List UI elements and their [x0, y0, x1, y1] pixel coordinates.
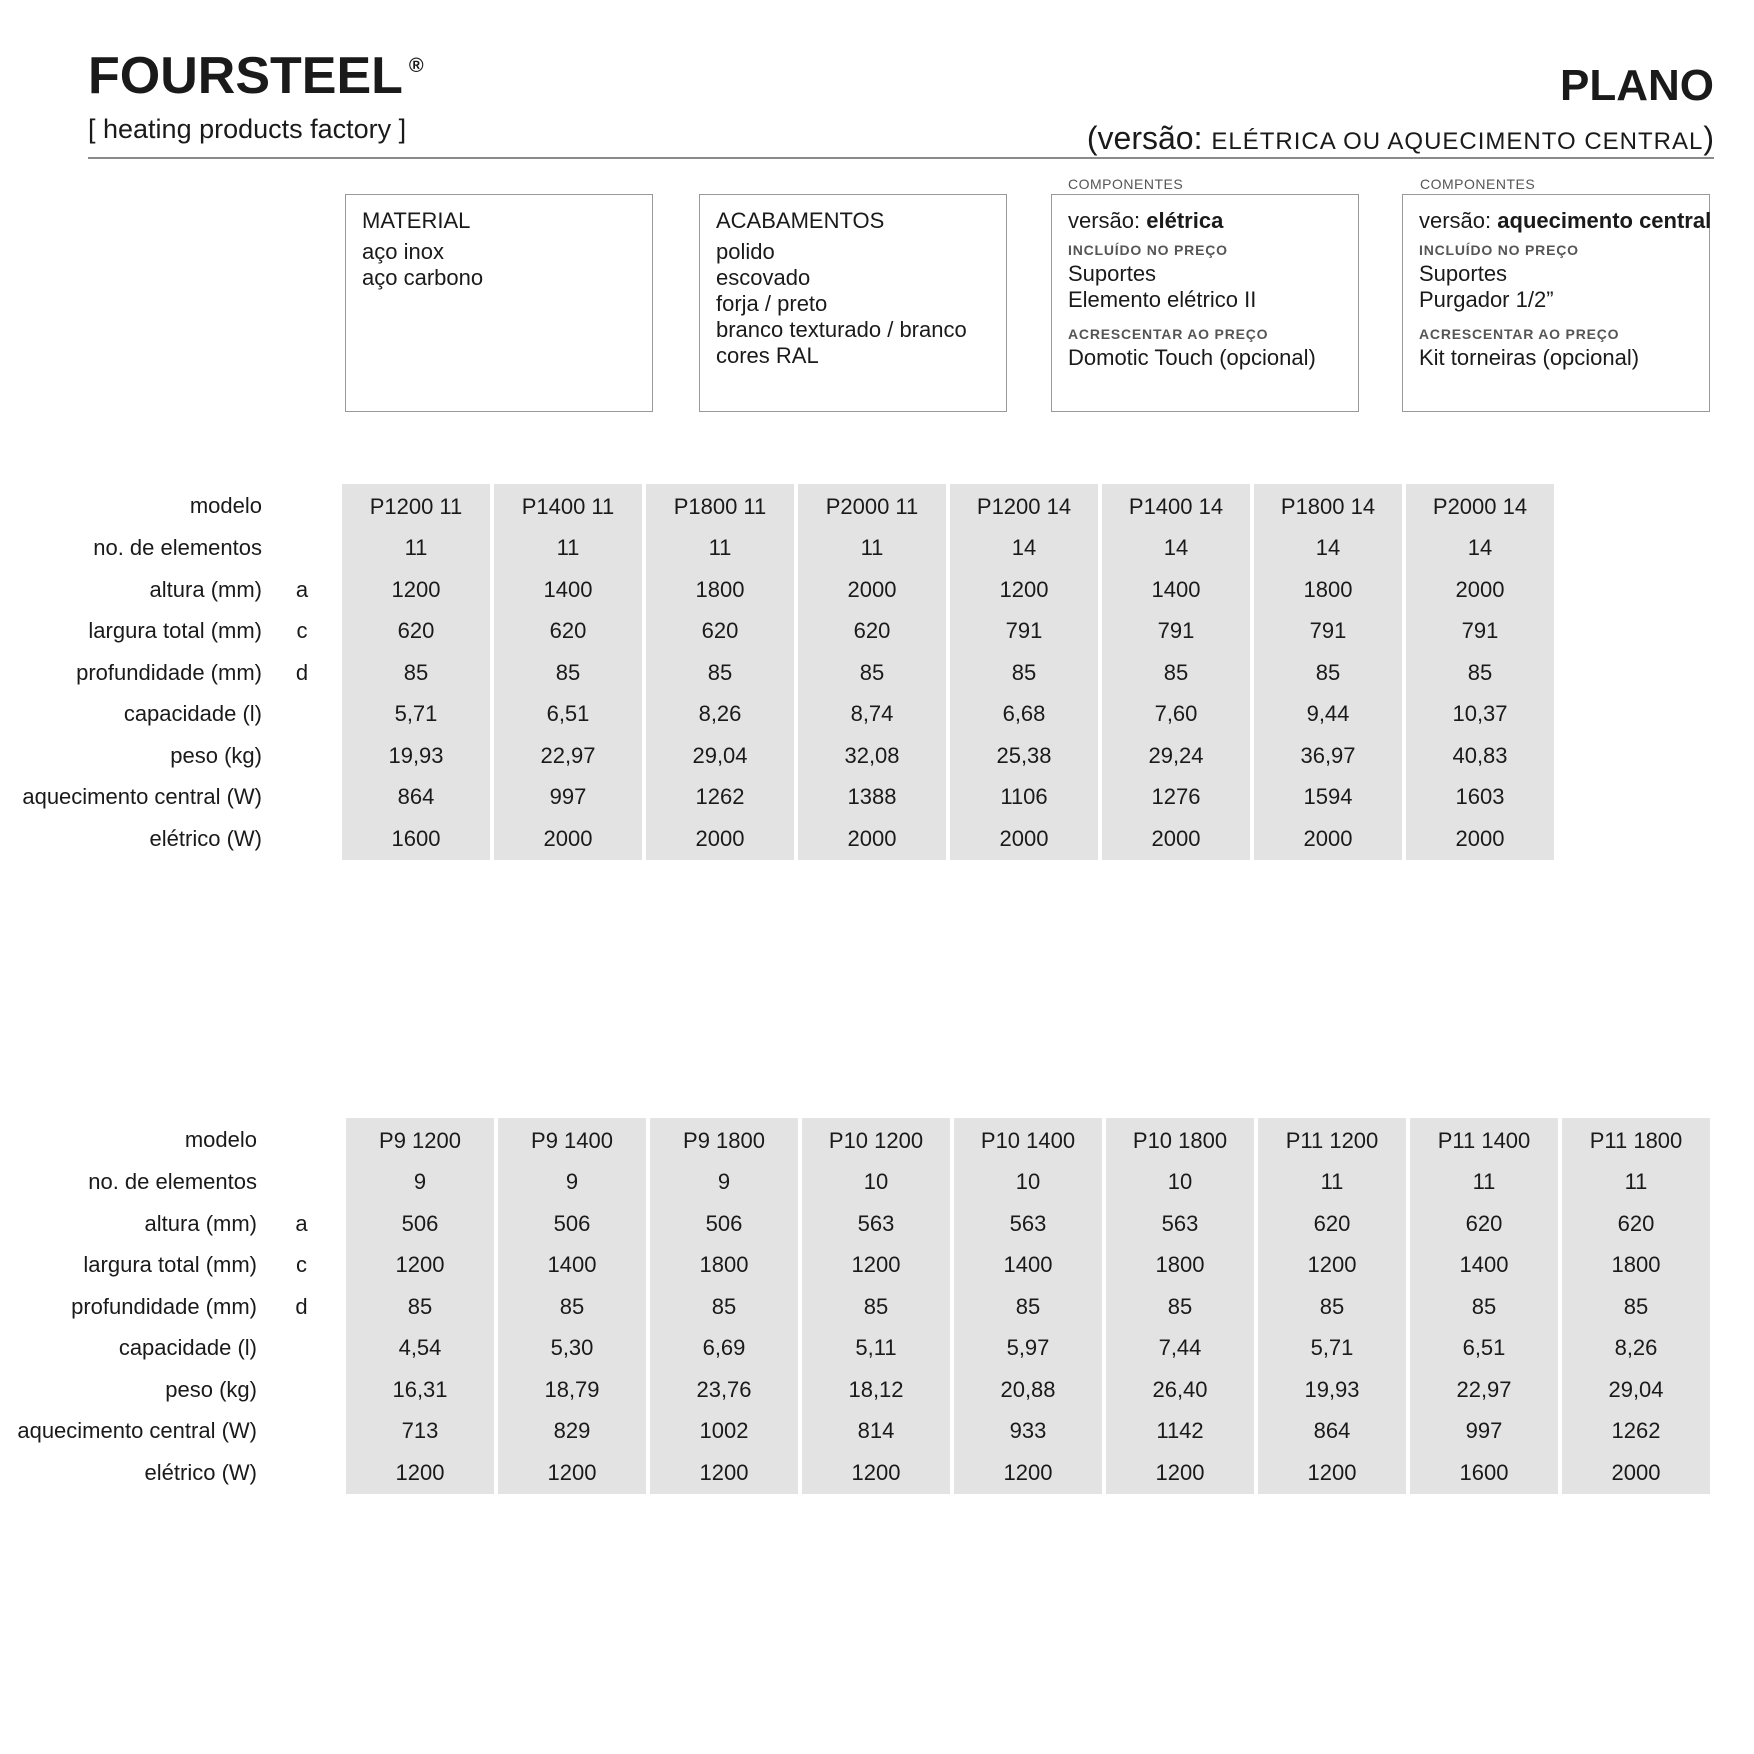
spec-value-cell: 997: [1410, 1411, 1562, 1453]
spec-value-cell: 1200: [950, 569, 1102, 611]
finish-item: branco texturado / branco: [716, 317, 967, 342]
spec-row: [0, 1452, 1710, 1494]
product-version: [1087, 122, 1714, 154]
spec-value-cell: 1800: [650, 1245, 802, 1287]
brand-tagline: [ heating products factory ]: [88, 114, 407, 144]
dimension-letter: [262, 484, 342, 528]
spec-value-cell: 1106: [950, 777, 1102, 819]
model-name-cell: P11 1800: [1562, 1118, 1710, 1162]
electric-title-version: elétrica: [1146, 208, 1224, 233]
spec-value-cell: 506: [650, 1203, 802, 1245]
spec-value-cell: 18,79: [498, 1369, 650, 1411]
finishes-box: [699, 194, 1007, 412]
spec-value-cell: 85: [1562, 1286, 1710, 1328]
spec-value-cell: 85: [1258, 1286, 1410, 1328]
spec-value-cell: 32,08: [798, 735, 950, 777]
material-box: [345, 194, 653, 412]
spec-value-cell: 1200: [346, 1452, 498, 1494]
spec-value-cell: 791: [1406, 611, 1554, 653]
central-included-item: Purgador 1/2”: [1419, 287, 1554, 312]
dimension-letter: a: [295, 1210, 308, 1236]
spec-row: [0, 1328, 1710, 1370]
model-name-cell: P9 1800: [650, 1118, 802, 1162]
spec-value-cell: 18,12: [802, 1369, 954, 1411]
spec-value-cell: 1142: [1106, 1411, 1258, 1453]
spec-value-cell: 2000: [1406, 818, 1554, 860]
spec-value-cell: 11: [1258, 1162, 1410, 1204]
version-open: (versão:: [1086, 120, 1212, 156]
spec-value-cell: 25,38: [950, 735, 1102, 777]
product-title: PLANO: [1560, 61, 1714, 110]
dimension-letter: [262, 735, 342, 777]
finish-item: cores RAL: [716, 343, 819, 368]
spec-value-cell: 1200: [954, 1452, 1106, 1494]
spec-value-cell: 85: [1410, 1286, 1562, 1328]
row-label: aquecimento central (W): [17, 1418, 257, 1444]
spec-row: [0, 1245, 1710, 1287]
material-title: MATERIAL: [362, 208, 471, 233]
model-name-cell: P10 1400: [954, 1118, 1106, 1162]
model-name-cell: P9 1200: [346, 1118, 498, 1162]
spec-value-cell: 5,71: [342, 694, 494, 736]
spec-row: [0, 652, 1554, 694]
version-options: ELÉTRICA OU AQUECIMENTO CENTRAL: [1211, 128, 1704, 155]
spec-value-cell: 10: [802, 1162, 954, 1204]
dimension-letter: d: [295, 1293, 308, 1319]
spec-value-cell: 997: [494, 777, 646, 819]
row-label: largura total (mm): [83, 1252, 257, 1278]
model-name-cell: P1800 14: [1254, 484, 1406, 528]
spec-value-cell: 864: [1258, 1411, 1410, 1453]
spec-value-cell: 620: [494, 611, 646, 653]
dimension-letter: [262, 528, 342, 570]
spec-row: [0, 1286, 1710, 1328]
spec-value-cell: 36,97: [1254, 735, 1406, 777]
spec-value-cell: 620: [646, 611, 798, 653]
model-name-cell: P11 1200: [1258, 1118, 1410, 1162]
spec-value-cell: 506: [346, 1203, 498, 1245]
row-label: elétrico (W): [149, 825, 262, 851]
spec-value-cell: 791: [950, 611, 1102, 653]
finish-item: escovado: [716, 265, 811, 290]
dimension-letter: [262, 818, 342, 860]
spec-value-cell: 9,44: [1254, 694, 1406, 736]
spec-value-cell: 10: [1106, 1162, 1258, 1204]
model-name-cell: P1200 11: [342, 484, 494, 528]
spec-value-cell: 19,93: [1258, 1369, 1410, 1411]
spec-value-cell: 14: [1406, 528, 1554, 570]
row-label: profundidade (mm): [71, 1293, 257, 1319]
spec-value-cell: 14: [950, 528, 1102, 570]
row-label: capacidade (l): [118, 1335, 257, 1361]
spec-value-cell: 85: [798, 652, 950, 694]
spec-value-cell: 1603: [1406, 777, 1554, 819]
spec-row: [0, 1162, 1710, 1204]
row-label: no. de elementos: [93, 535, 262, 561]
spec-value-cell: 1002: [650, 1411, 802, 1453]
dimension-letter: a: [295, 576, 309, 602]
dimension-letter: c: [296, 1252, 307, 1278]
spec-value-cell: 29,04: [646, 735, 798, 777]
brand-name: FOURSTEEL: [88, 47, 403, 105]
spec-value-cell: 85: [646, 652, 798, 694]
model-name-cell: P2000 14: [1406, 484, 1554, 528]
spec-value-cell: 22,97: [1410, 1369, 1562, 1411]
dimension-letter: [257, 1162, 346, 1204]
model-name-cell: P9 1400: [498, 1118, 650, 1162]
spec-value-cell: 2000: [1102, 818, 1254, 860]
central-included-item: Suportes: [1419, 261, 1508, 286]
spec-value-cell: 14: [1254, 528, 1406, 570]
electric-extra-label: ACRESCENTAR AO PREÇO: [1068, 326, 1269, 342]
electric-extra-item: Domotic Touch (opcional): [1068, 345, 1316, 370]
central-extra-label: ACRESCENTAR AO PREÇO: [1419, 326, 1620, 342]
spec-value-cell: 1594: [1254, 777, 1406, 819]
spec-value-cell: 620: [1410, 1203, 1562, 1245]
spec-value-cell: 10: [954, 1162, 1106, 1204]
spec-value-cell: 7,60: [1102, 694, 1254, 736]
spec-value-cell: 829: [498, 1411, 650, 1453]
spec-value-cell: 1200: [802, 1245, 954, 1287]
spec-value-cell: 1388: [798, 777, 950, 819]
spec-value-cell: 2000: [1562, 1452, 1710, 1494]
finishes-title: ACABAMENTOS: [716, 208, 885, 233]
model-name-cell: P1800 11: [646, 484, 798, 528]
model-name-cell: P1200 14: [950, 484, 1102, 528]
spec-row: [0, 694, 1554, 736]
spec-value-cell: 620: [798, 611, 950, 653]
spec-value-cell: 620: [1258, 1203, 1410, 1245]
spec-value-cell: 1262: [646, 777, 798, 819]
central-title-version: aquecimento central: [1497, 208, 1712, 233]
version-close: ): [1703, 120, 1714, 156]
spec-value-cell: 14: [1102, 528, 1254, 570]
spec-value-cell: 85: [1102, 652, 1254, 694]
spec-value-cell: 16,31: [346, 1369, 498, 1411]
spec-value-cell: 6,68: [950, 694, 1102, 736]
model-name-cell: P1400 14: [1102, 484, 1254, 528]
dimension-letter: [262, 777, 342, 819]
spec-row: [0, 569, 1554, 611]
row-label: altura (mm): [149, 576, 262, 602]
spec-table-9-10-11: [0, 1118, 1710, 1494]
spec-row: [0, 777, 1554, 819]
spec-value-cell: 1200: [498, 1452, 650, 1494]
spec-value-cell: 1276: [1102, 777, 1254, 819]
spec-value-cell: 19,93: [342, 735, 494, 777]
spec-value-cell: 85: [498, 1286, 650, 1328]
central-components-box: [1402, 194, 1710, 412]
spec-row: [0, 1369, 1710, 1411]
spec-value-cell: 2000: [646, 818, 798, 860]
electric-included-item: Elemento elétrico II: [1068, 287, 1257, 312]
model-name-cell: P11 1400: [1410, 1118, 1562, 1162]
spec-value-cell: 85: [650, 1286, 802, 1328]
spec-value-cell: 85: [346, 1286, 498, 1328]
spec-value-cell: 6,51: [494, 694, 646, 736]
spec-value-cell: 1400: [1102, 569, 1254, 611]
spec-value-cell: 563: [1106, 1203, 1258, 1245]
spec-value-cell: 2000: [1406, 569, 1554, 611]
spec-value-cell: 8,26: [646, 694, 798, 736]
spec-value-cell: 620: [1562, 1203, 1710, 1245]
spec-value-cell: 1800: [1562, 1245, 1710, 1287]
spec-table-11-14: [0, 484, 1554, 860]
registered-mark: ®: [408, 55, 424, 77]
spec-value-cell: 791: [1254, 611, 1406, 653]
spec-row: [0, 484, 1554, 528]
spec-value-cell: 1800: [1106, 1245, 1258, 1287]
spec-row: [0, 1203, 1710, 1245]
spec-value-cell: 1600: [342, 818, 494, 860]
spec-table-body: [0, 1118, 1710, 1494]
spec-value-cell: 563: [802, 1203, 954, 1245]
spec-value-cell: 11: [494, 528, 646, 570]
spec-row: [0, 1118, 1710, 1162]
model-name-cell: P1400 11: [494, 484, 646, 528]
spec-value-cell: 9: [498, 1162, 650, 1204]
spec-row: [0, 818, 1554, 860]
spec-value-cell: 620: [342, 611, 494, 653]
brand-logo: [88, 47, 424, 105]
spec-value-cell: 9: [346, 1162, 498, 1204]
spec-value-cell: 1200: [346, 1245, 498, 1287]
spec-value-cell: 11: [798, 528, 950, 570]
dimension-letter: [257, 1411, 346, 1453]
spec-row: [0, 611, 1554, 653]
electric-included-item: Suportes: [1068, 261, 1157, 286]
spec-value-cell: 1200: [1106, 1452, 1258, 1494]
electric-title: [1068, 207, 1342, 235]
spec-value-cell: 85: [802, 1286, 954, 1328]
spec-value-cell: 1800: [646, 569, 798, 611]
spec-value-cell: 85: [1254, 652, 1406, 694]
spec-value-cell: 8,26: [1562, 1328, 1710, 1370]
central-caption: COMPONENTES: [1420, 176, 1536, 192]
spec-value-cell: 5,71: [1258, 1328, 1410, 1370]
spec-value-cell: 2000: [798, 818, 950, 860]
row-label: aquecimento central (W): [22, 784, 262, 810]
row-label: capacidade (l): [123, 701, 262, 727]
spec-value-cell: 40,83: [1406, 735, 1554, 777]
spec-value-cell: 85: [1106, 1286, 1258, 1328]
spec-value-cell: 1400: [494, 569, 646, 611]
spec-value-cell: 11: [646, 528, 798, 570]
electric-components-box: [1051, 194, 1359, 412]
spec-table-body: [0, 484, 1554, 860]
spec-value-cell: 29,04: [1562, 1369, 1710, 1411]
spec-value-cell: 791: [1102, 611, 1254, 653]
row-label: modelo: [184, 1126, 257, 1152]
spec-value-cell: 7,44: [1106, 1328, 1258, 1370]
dimension-letter: [257, 1118, 346, 1162]
model-name-cell: P10 1200: [802, 1118, 954, 1162]
spec-value-cell: 6,69: [650, 1328, 802, 1370]
row-label: profundidade (mm): [76, 659, 262, 685]
electric-included-label: INCLUÍDO NO PREÇO: [1068, 242, 1228, 258]
material-item: aço inox: [362, 239, 444, 264]
spec-value-cell: 5,30: [498, 1328, 650, 1370]
spec-value-cell: 8,74: [798, 694, 950, 736]
spec-value-cell: 4,54: [346, 1328, 498, 1370]
model-name-cell: P2000 11: [798, 484, 950, 528]
spec-value-cell: 814: [802, 1411, 954, 1453]
dimension-letter: [257, 1328, 346, 1370]
spec-value-cell: 9: [650, 1162, 802, 1204]
row-label: modelo: [189, 492, 262, 518]
row-label: peso (kg): [165, 1376, 257, 1402]
spec-value-cell: 1400: [1410, 1245, 1562, 1287]
header-divider: [88, 157, 1714, 159]
spec-value-cell: 713: [346, 1411, 498, 1453]
spec-value-cell: 11: [342, 528, 494, 570]
dimension-letter: [262, 694, 342, 736]
dimension-letter: [257, 1452, 346, 1494]
spec-value-cell: 29,24: [1102, 735, 1254, 777]
spec-value-cell: 1200: [650, 1452, 802, 1494]
spec-value-cell: 11: [1562, 1162, 1710, 1204]
spec-value-cell: 864: [342, 777, 494, 819]
spec-value-cell: 2000: [1254, 818, 1406, 860]
row-label: altura (mm): [144, 1210, 257, 1236]
central-title: [1419, 207, 1712, 235]
row-label: peso (kg): [170, 742, 262, 768]
product-block: [1086, 61, 1714, 156]
spec-value-cell: 5,97: [954, 1328, 1106, 1370]
spec-value-cell: 11: [1410, 1162, 1562, 1204]
electric-caption: COMPONENTES: [1068, 176, 1184, 192]
row-label: largura total (mm): [88, 618, 262, 644]
spec-value-cell: 933: [954, 1411, 1106, 1453]
central-extra-item: Kit torneiras (opcional): [1419, 345, 1640, 370]
spec-value-cell: 5,11: [802, 1328, 954, 1370]
spec-value-cell: 563: [954, 1203, 1106, 1245]
spec-value-cell: 1200: [1258, 1245, 1410, 1287]
dimension-letter: [257, 1369, 346, 1411]
spec-value-cell: 20,88: [954, 1369, 1106, 1411]
spec-value-cell: 85: [954, 1286, 1106, 1328]
spec-value-cell: 1200: [342, 569, 494, 611]
spec-value-cell: 22,97: [494, 735, 646, 777]
spec-value-cell: 6,51: [1410, 1328, 1562, 1370]
spec-value-cell: 85: [1406, 652, 1554, 694]
spec-value-cell: 26,40: [1106, 1369, 1258, 1411]
spec-value-cell: 1200: [1258, 1452, 1410, 1494]
spec-value-cell: 1400: [954, 1245, 1106, 1287]
spec-value-cell: 85: [342, 652, 494, 694]
finish-item: polido: [716, 239, 775, 264]
central-title-prefix: versão:: [1419, 208, 1498, 233]
spec-value-cell: 1262: [1562, 1411, 1710, 1453]
spec-value-cell: 85: [950, 652, 1102, 694]
spec-value-cell: 23,76: [650, 1369, 802, 1411]
central-included-label: INCLUÍDO NO PREÇO: [1419, 242, 1579, 258]
spec-row: [0, 1411, 1710, 1453]
spec-value-cell: 1400: [498, 1245, 650, 1287]
spec-value-cell: 1600: [1410, 1452, 1562, 1494]
spec-row: [0, 528, 1554, 570]
electric-title-prefix: versão:: [1068, 208, 1147, 233]
model-name-cell: P10 1800: [1106, 1118, 1258, 1162]
finish-item: forja / preto: [716, 291, 828, 316]
spec-value-cell: 85: [494, 652, 646, 694]
spec-value-cell: 2000: [950, 818, 1102, 860]
dimension-letter: c: [296, 618, 308, 644]
brand-block: [88, 47, 424, 144]
spec-value-cell: 2000: [494, 818, 646, 860]
spec-row: [0, 735, 1554, 777]
spec-value-cell: 2000: [798, 569, 950, 611]
material-item: aço carbono: [362, 265, 484, 290]
spec-value-cell: 10,37: [1406, 694, 1554, 736]
dimension-letter: d: [295, 659, 309, 685]
row-label: elétrico (W): [144, 1459, 257, 1485]
spec-value-cell: 506: [498, 1203, 650, 1245]
spec-value-cell: 1200: [802, 1452, 954, 1494]
spec-value-cell: 1800: [1254, 569, 1406, 611]
row-label: no. de elementos: [88, 1169, 257, 1195]
